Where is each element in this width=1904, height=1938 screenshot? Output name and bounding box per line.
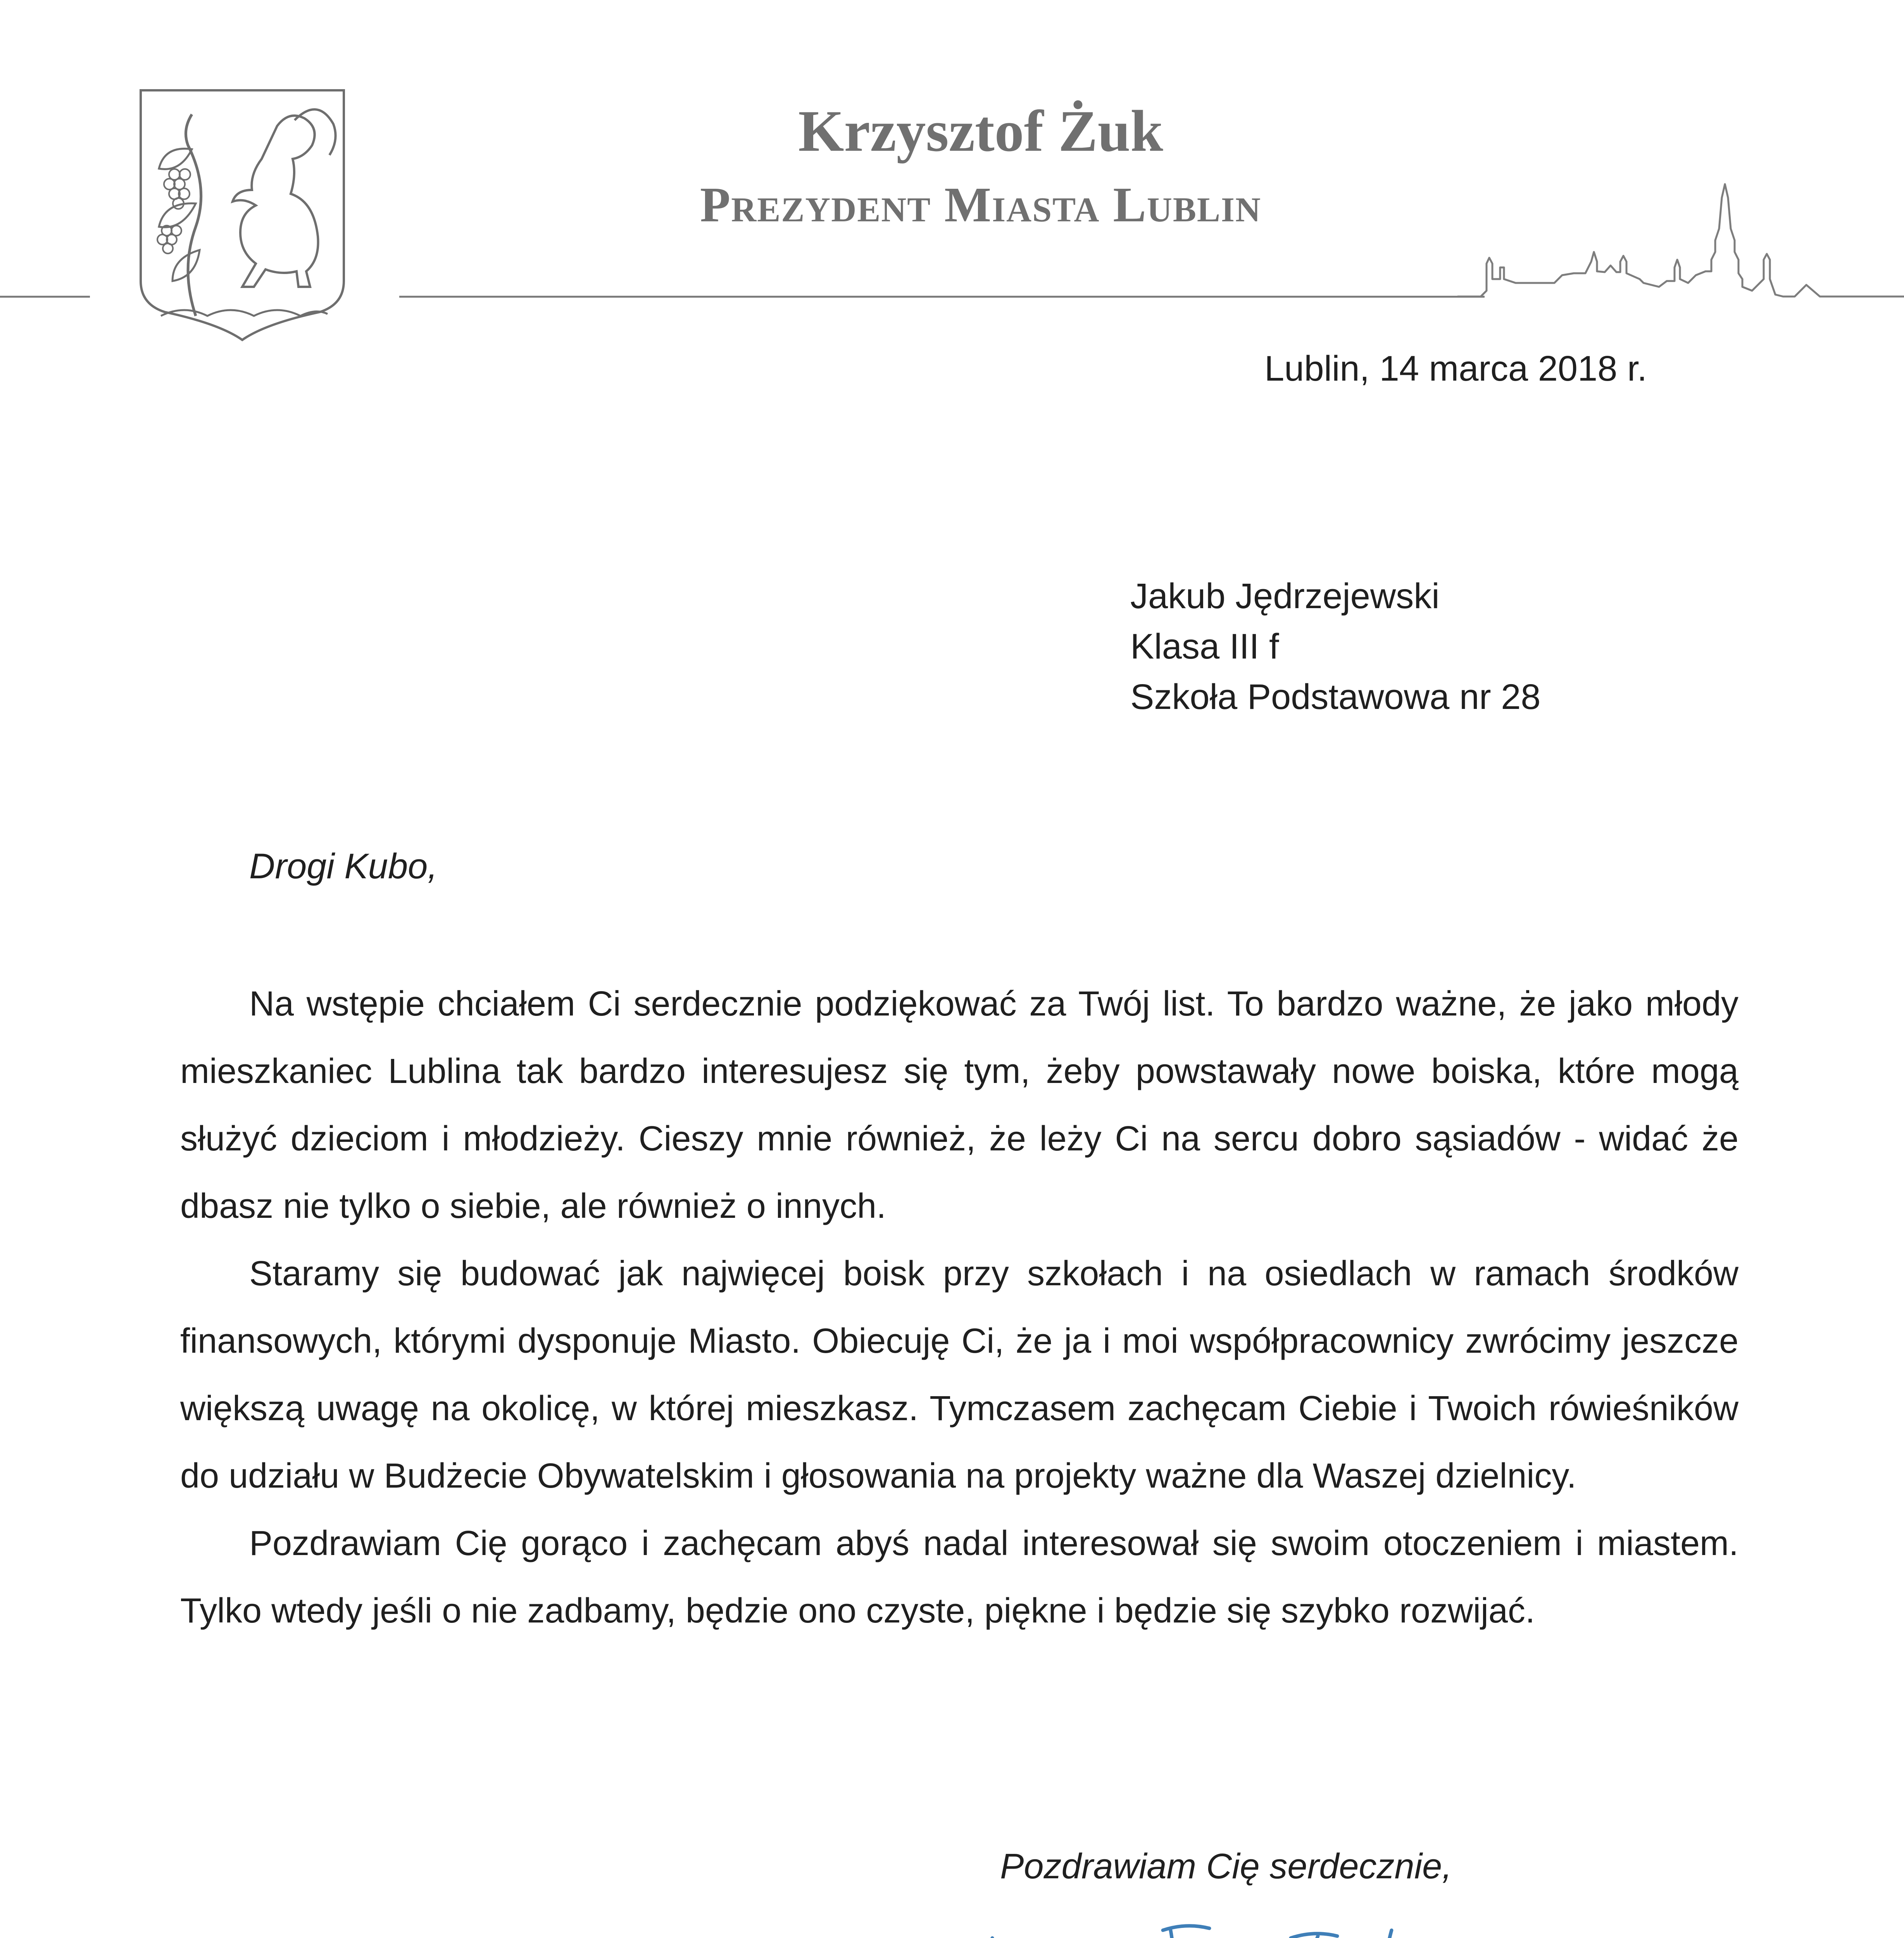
paragraph-2: Staramy się budować jak najwięcej boisk przy szkołach i na osiedlach w ramach środków finansowych, którymi dysponuje Miasto. Obiecuję Ci, że ja i moi współpracownicy zwrócimy jeszcze większą uwagę na okolicę, w której mieszkasz. Tymczasem zachęcam Ciebie i Twoich rówieśników do udziału w Budżecie Obywatelskim i głosowania na projekty ważne dla Waszej dzielnicy. — [180, 1254, 1738, 1495]
recipient-name: Jakub Jędrzejewski — [1130, 576, 1440, 616]
closing: Pozdrawiam Cię serdecznie, — [1000, 1847, 1452, 1886]
author-name: Krzysztof Żuk — [798, 98, 1163, 164]
paragraph-3: Pozdrawiam Cię gorąco i zachęcam abyś nadal interesował się swoim otoczeniem i miastem. Tylko wtedy jeśli o nie zadbamy, będzie ono czyste, piękne i będzie się szybko rozwijać. — [180, 1524, 1738, 1630]
letter-date: Lublin, 14 marca 2018 r. — [1264, 349, 1647, 388]
recipient-class: Klasa III f — [1130, 627, 1279, 666]
salutation: Drogi Kubo, — [249, 847, 438, 886]
recipient-address — [1130, 571, 1541, 722]
lublin-coat-of-arms-goat-icon — [138, 87, 347, 343]
author-title: Prezydent Miasta Lublin — [700, 177, 1261, 232]
recipient-school: Szkoła Podstawowa nr 28 — [1130, 677, 1541, 717]
header-rule-left — [0, 296, 90, 298]
handwritten-signature-icon — [930, 1915, 1512, 1938]
paragraph-1: Na wstępie chciałem Ci serdecznie podziękować za Twój list. To bardzo ważne, że jako młody mieszkaniec Lublina tak bardzo interesujesz się tym, żeby powstawały nowe boiska, które mogą służyć dzieciom i młodzieży. Cieszy mnie również, że leży Ci na sercu dobro sąsiadów - widać że dbasz nie tylko o siebie, ale również o innych. — [180, 985, 1738, 1226]
header-rule-right — [399, 296, 1485, 298]
letter-content — [180, 970, 1738, 1645]
city-skyline-icon — [1457, 163, 1904, 310]
